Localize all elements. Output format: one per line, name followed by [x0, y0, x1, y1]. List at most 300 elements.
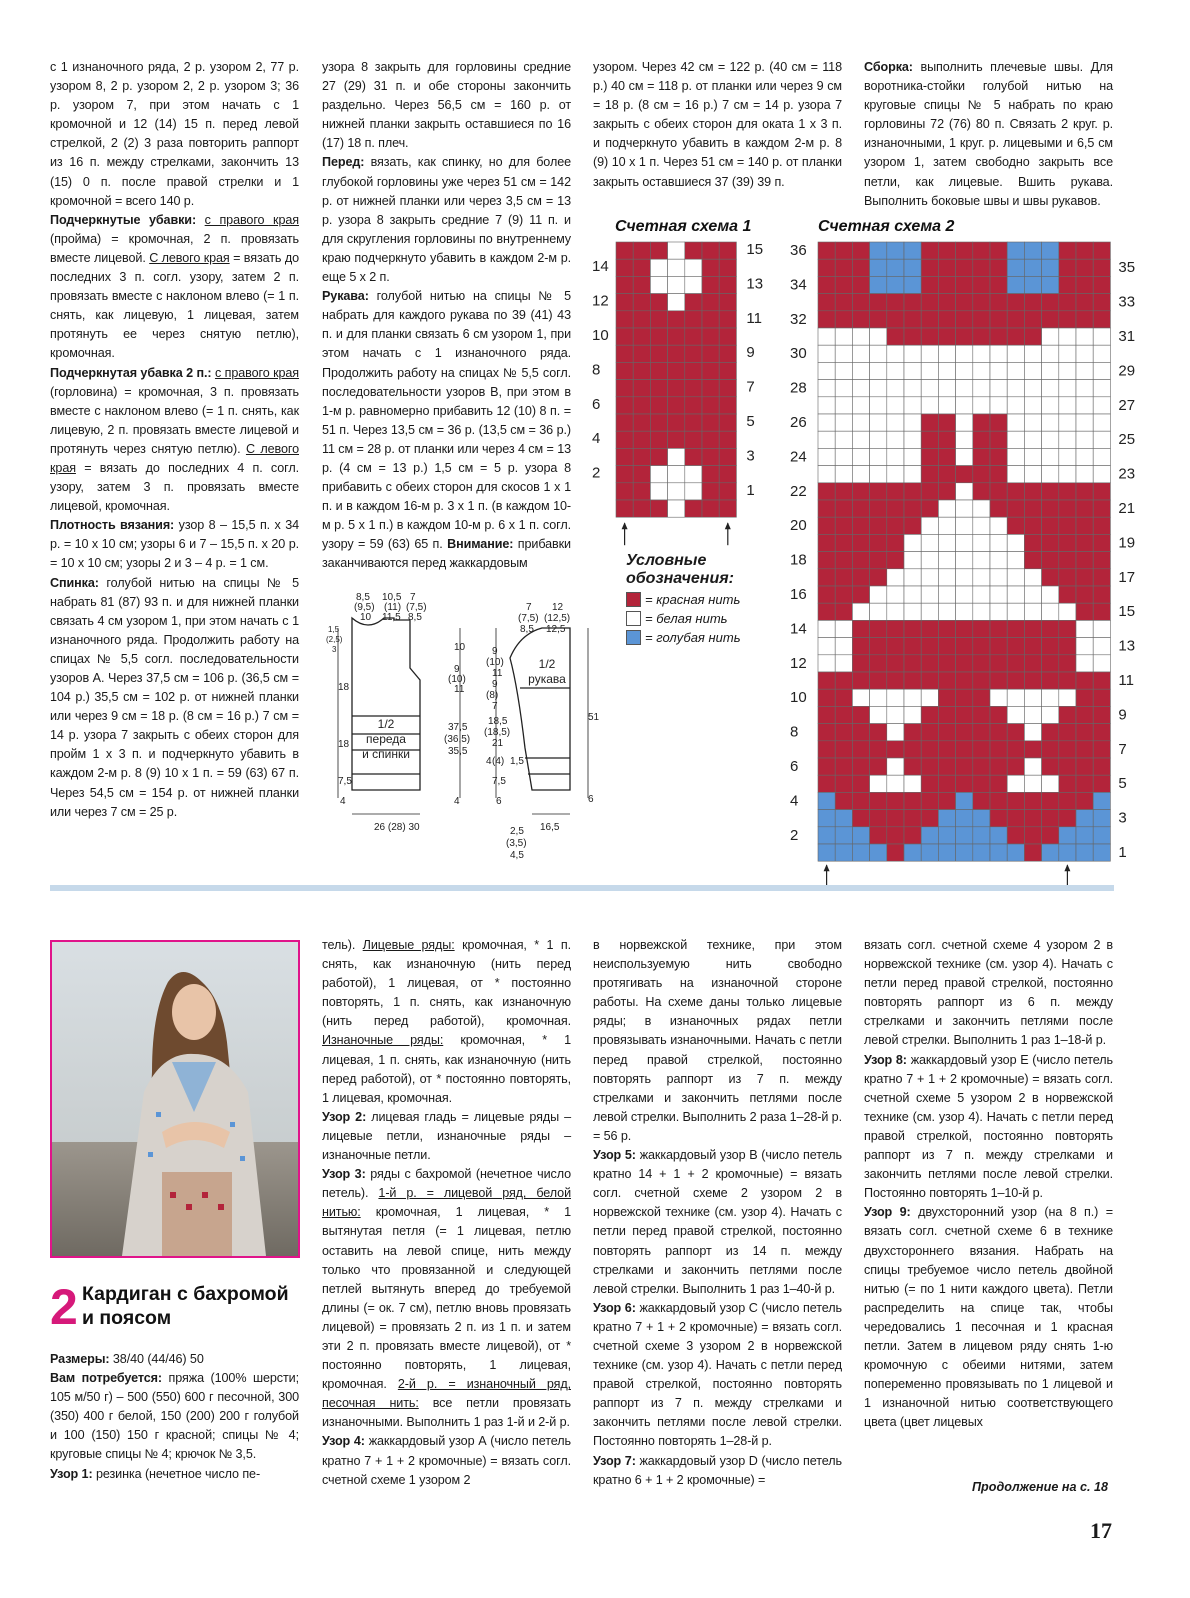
article-title: Кардиган с бахромой и поясом — [82, 1283, 289, 1329]
chart-2-cell — [904, 706, 921, 723]
chart-2-cell — [990, 328, 1007, 345]
chart-2-cell — [904, 758, 921, 775]
chart-2-cell — [1076, 345, 1093, 362]
chart-2-cell — [1042, 500, 1059, 517]
paragraph: с 1 изнаночного ряда, 2 р. узором 2, 77 р. узором 8, 2 р. узором 2, 2 р. узором 3; 36 р. узором 7, при этом начать с 1 кромочной и 12 (14) 15 п. перед левой стрелкой, 2 (2) 3 раза повторить раппорт из 16 п. между стрелками, закончить 13 (15) 0 п. после правой стрелки и 1 кромочной = всего 140 р. — [50, 60, 299, 208]
chart-1-cell — [685, 311, 702, 328]
chart-1-cell — [668, 431, 685, 448]
chart-1-cell — [685, 500, 702, 517]
chart-2-cell — [818, 638, 835, 655]
chart-2-row-label: 31 — [1118, 328, 1136, 345]
chart-2-cell — [1076, 397, 1093, 414]
chart-2-cell — [887, 259, 904, 276]
chart-1-cell — [702, 500, 719, 517]
dim: 11 — [454, 684, 465, 695]
chart-1-cell — [616, 483, 633, 500]
chart-1-cell — [668, 362, 685, 379]
chart-2-cell — [1042, 603, 1059, 620]
paragraph: Узор 1: резинка (нечетное число пе- — [50, 1466, 261, 1481]
chart-2-cell — [921, 328, 938, 345]
chart-2-cell — [870, 741, 887, 758]
paragraph: Узор 6: жаккардовый узор С (число петель кратно 7 + 1 + 2 кромочные) = вязать согл. счетной схеме 3 узором 2 в норвежской технике (см. узор 4). Начать с петли перед правой стрелкой, постоянно повторять раппорт из 7 п. между стрелками и закончить петлями после левой стрелки. Постоянно повторять 1–28-й р. — [593, 1300, 842, 1449]
chart-2-cell — [921, 362, 938, 379]
chart-2-cell — [1024, 775, 1041, 792]
chart-2-cell — [990, 844, 1007, 861]
chart-2-cell — [870, 758, 887, 775]
chart-2-title: Счетная схема 2 — [818, 218, 955, 235]
chart-2-cell — [887, 689, 904, 706]
chart-2-cell — [921, 380, 938, 397]
chart-2-cell — [835, 689, 852, 706]
chart-2-cell — [990, 414, 1007, 431]
chart-1-cell — [668, 259, 685, 276]
chart-1-cell — [668, 242, 685, 259]
chart-2-row-label: 4 — [790, 792, 799, 810]
repeat-arrow-head — [622, 522, 628, 529]
chart-1-cell — [650, 328, 667, 345]
chart-2-cell — [1059, 345, 1076, 362]
chart-2-cell — [904, 534, 921, 551]
chart-2-cell — [973, 689, 990, 706]
chart-2-cell — [1093, 792, 1110, 809]
chart-2-cell — [870, 844, 887, 861]
chart-2-cell — [1059, 431, 1076, 448]
chart-2-cell — [818, 483, 835, 500]
chart-1-cell — [719, 294, 736, 311]
chart-2-cell — [1007, 448, 1024, 465]
chart-2-cell — [1076, 758, 1093, 775]
chart-2-cell — [956, 431, 973, 448]
chart-2-cell — [1007, 620, 1024, 637]
chart-2-cell — [1076, 259, 1093, 276]
chart-2-cell — [1007, 345, 1024, 362]
chart-2-cell — [921, 242, 938, 259]
chart-2-cell — [904, 586, 921, 603]
chart-2-cell — [1042, 294, 1059, 311]
chart-1-cell — [633, 328, 650, 345]
chart-2-cell — [956, 552, 973, 569]
body-label: и спинки — [362, 747, 410, 761]
chart-2-cell — [1042, 758, 1059, 775]
dim: 9 — [492, 679, 498, 690]
chart-2-cell — [1007, 638, 1024, 655]
paragraph: узором. Через 42 см = 122 р. (40 см = 118 р.) 40 см = 118 р. от планки или через 9 см = 18 р. (8 см = 16 р.) 7 см = 14 р. узора 7 закрыть с обеих сторон для оката 1 x 3 п. и подчеркнуто убавить в каждом 2-м р. 8 (9) 10 x 1 п. Через 51 см = 140 р. от планки закрыть оставшиеся 37 (39) 39 п. — [593, 60, 842, 189]
chart-2-cell — [835, 276, 852, 293]
chart-2-cell — [938, 259, 955, 276]
chart-1-cell — [633, 483, 650, 500]
chart-2-cell — [904, 466, 921, 483]
chart-2-cell — [1024, 638, 1041, 655]
chart-2-cell — [938, 500, 955, 517]
chart-2-cell — [956, 655, 973, 672]
chart-2-cell — [1093, 569, 1110, 586]
chart-2-cell — [921, 448, 938, 465]
chart-2-cell — [904, 569, 921, 586]
chart-2-cell — [921, 775, 938, 792]
chart-2-cell — [938, 345, 955, 362]
chart-2-cell — [1007, 775, 1024, 792]
chart-1-cell — [668, 294, 685, 311]
chart-2-cell — [956, 672, 973, 689]
chart-2-cell — [1042, 345, 1059, 362]
chart-2-cell — [904, 844, 921, 861]
chart-2-cell — [1093, 380, 1110, 397]
chart-2-cell — [1059, 569, 1076, 586]
chart-1-cell — [616, 311, 633, 328]
chart-2-cell — [904, 259, 921, 276]
chart-2-cell — [1093, 827, 1110, 844]
chart-2-cell — [973, 706, 990, 723]
chart-2-cell — [1093, 534, 1110, 551]
chart-2-cell — [1007, 414, 1024, 431]
chart-2-cell — [956, 483, 973, 500]
chart-2-cell — [852, 844, 869, 861]
chart-2-cell — [1076, 586, 1093, 603]
chart-2-cell — [938, 741, 955, 758]
chart-2-cell — [1059, 844, 1076, 861]
paragraph: Узор 7: жаккардовый узор D (число петель кратно 6 + 1 + 2 кромочные) = — [593, 1453, 842, 1487]
chart-2-cell — [956, 414, 973, 431]
chart-2-cell — [938, 552, 955, 569]
chart-1-cell — [668, 414, 685, 431]
chart-2-cell — [973, 672, 990, 689]
dim: 37,5 — [448, 722, 468, 733]
chart-2-cell — [1059, 483, 1076, 500]
chart-1-row-label: 8 — [592, 361, 601, 379]
text-column-1 — [50, 58, 299, 822]
chart-2-cell — [973, 431, 990, 448]
chart-2-cell — [938, 775, 955, 792]
chart-1-cell — [633, 362, 650, 379]
chart-1-cell — [685, 380, 702, 397]
chart-2-cell — [852, 706, 869, 723]
dim: 4 — [454, 796, 460, 807]
chart-2-cell — [921, 294, 938, 311]
chart-2-cell — [956, 311, 973, 328]
chart-2-cell — [835, 638, 852, 655]
chart-2-cell — [870, 655, 887, 672]
chart-2-cell — [973, 569, 990, 586]
chart-2-cell — [852, 294, 869, 311]
chart-2-row-label: 34 — [790, 276, 807, 294]
chart-2-cell — [870, 724, 887, 741]
chart-2-cell — [1093, 638, 1110, 655]
chart-2-row-label: 24 — [790, 448, 807, 466]
chart-2-cell — [1093, 689, 1110, 706]
chart-2-cell — [1059, 706, 1076, 723]
chart-2-row-label: 26 — [790, 414, 807, 431]
chart-2-cell — [990, 534, 1007, 551]
chart-2-cell — [1059, 689, 1076, 706]
chart-2-cell — [852, 552, 869, 569]
chart-2-cell — [1059, 517, 1076, 534]
chart-1-cell — [650, 380, 667, 397]
chart-2-cell — [904, 328, 921, 345]
chart-2-cell — [1093, 586, 1110, 603]
chart-2-row-label: 29 — [1118, 362, 1136, 380]
chart-2-cell — [1076, 483, 1093, 500]
dim: (2,5) — [326, 635, 343, 644]
chart-2-cell — [1007, 294, 1024, 311]
chart-2-cell — [835, 448, 852, 465]
chart-2-cell — [1093, 466, 1110, 483]
chart-2-cell — [1059, 311, 1076, 328]
chart-1-cell — [719, 311, 736, 328]
chart-1-cell — [616, 362, 633, 379]
chart-2-cell — [1042, 328, 1059, 345]
chart-1-cell — [650, 311, 667, 328]
model-illustration — [52, 942, 298, 1256]
chart-1-cell — [650, 259, 667, 276]
chart-2-cell — [887, 672, 904, 689]
chart-2-cell — [1024, 724, 1041, 741]
chart-2-row-label: 36 — [790, 242, 807, 259]
chart-2-cell — [1059, 775, 1076, 792]
chart-2-cell — [1042, 483, 1059, 500]
chart-2-cell — [1042, 362, 1059, 379]
chart-2-cell — [818, 294, 835, 311]
chart-1-cell — [719, 380, 736, 397]
chart-2-row-label: 6 — [790, 758, 799, 775]
repeat-arrow-head — [725, 522, 731, 529]
chart-2-cell — [1059, 380, 1076, 397]
chart-2-cell — [1076, 414, 1093, 431]
chart-2-cell — [904, 362, 921, 379]
chart-2-cell — [990, 792, 1007, 809]
chart-2 — [786, 236, 1138, 886]
chart-1-cell — [650, 242, 667, 259]
chart-2-cell — [887, 345, 904, 362]
chart-1-cell — [668, 328, 685, 345]
chart-2-cell — [835, 603, 852, 620]
chart-1-cell — [702, 242, 719, 259]
chart-2-cell — [990, 672, 1007, 689]
chart-2-cell — [1024, 741, 1041, 758]
chart-2-cell — [973, 345, 990, 362]
chart-2-cell — [1042, 672, 1059, 689]
chart-2-cell — [938, 586, 955, 603]
chart-2-cell — [956, 380, 973, 397]
chart-2-cell — [956, 517, 973, 534]
chart-1-cell — [650, 500, 667, 517]
chart-1-row-label: 13 — [746, 275, 764, 293]
chart-2-cell — [921, 483, 938, 500]
chart-2-cell — [990, 345, 1007, 362]
chart-2-cell — [818, 552, 835, 569]
chart-2-cell — [852, 620, 869, 637]
chart-2-cell — [870, 586, 887, 603]
chart-2-cell — [1076, 724, 1093, 741]
chart-2-cell — [956, 638, 973, 655]
chart-2-cell — [973, 827, 990, 844]
chart-2-cell — [835, 362, 852, 379]
chart-2-cell — [852, 500, 869, 517]
chart-1-cell — [616, 259, 633, 276]
chart-2-cell — [1024, 517, 1041, 534]
chart-2-row-label: 18 — [790, 551, 807, 569]
chart-1-row-label: 3 — [746, 447, 755, 465]
chart-2-cell — [1076, 775, 1093, 792]
paragraph: Плотность вязания: узор 8 – 15,5 п. x 34 р. = 10 x 10 см; узоры 6 и 7 – 15,5 п. x 20 р. = 10 x 10 см; узоры 2 и 3 – 4 р. = 1 см. — [50, 518, 300, 571]
chart-2-cell — [835, 758, 852, 775]
chart-2-cell — [938, 448, 955, 465]
chart-2-cell — [990, 586, 1007, 603]
chart-2-cell — [835, 483, 852, 500]
chart-2-cell — [904, 672, 921, 689]
chart-1-cell — [719, 328, 736, 345]
chart-2-cell — [1076, 500, 1093, 517]
chart-2-cell — [904, 741, 921, 758]
chart-2-cell — [973, 517, 990, 534]
chart-1-row-label: 15 — [746, 241, 764, 258]
chart-2-cell — [1042, 517, 1059, 534]
chart-1-cell — [685, 397, 702, 414]
chart-2-cell — [1024, 242, 1041, 259]
chart-1-cell — [719, 448, 736, 465]
paragraph: Узор 9: двухсторонний узор (на 8 п.) = вязать согл. счетной схеме 6 в технике двухстороннего вязания. Набрать на спицы требуемое число петель двойной нитью (= по 1 нити каждого цвета). Петли распределить на спице так, чтобы чередовались 1 песочная и 1 красная петли. Затем в лицевом ряду снять 1-ю кромочную с обеими нитями, затем попеременно провязывать по 1 лицевой и 1 изнаночной нитью соответствующего цвета (цвет лицевых — [864, 1205, 1113, 1430]
dim: 10 — [454, 642, 466, 653]
chart-2-cell — [870, 448, 887, 465]
chart-2-cell — [956, 724, 973, 741]
chart-2-cell — [818, 672, 835, 689]
chart-2-cell — [835, 844, 852, 861]
paragraph: Спинка: голубой нитью на спицы № 5 набрать 81 (87) 93 п. и для нижней планки связать 4 см узором 1, при этом начать с 1 изнаночного ряда. Продолжить работу на спицах № 5,5 согл. последовательности узоров А. Через 37,5 см = 106 р. (36,5 см = 104 р.) 35,5 см = 102 р. от нижней планки или через 9 см = 18 р. (8 см = 16 р.) 7 см = 14 р. узора 7 закрыть с обеих сторон для пройм 1 x 3 п. и подчеркнуто убавить в каждом 2-м р. 8 (9) 10 x 1 п. = 59 (63) 67 п. Через 54,5 см = 154 р. от нижней планки или через 7 см = 25 р. — [50, 575, 299, 819]
chart-2-cell — [904, 294, 921, 311]
chart-2-cell — [870, 397, 887, 414]
chart-2-cell — [835, 792, 852, 809]
chart-2-cell — [887, 328, 904, 345]
paragraph: Подчеркнутые убавки: с правого края (пройма) = кромочная, 2 п. провязать вместе лицевой. С левого края = вязать до последних 3 п. согл. узору, затем 2 п. провязать вместе с наклоном влево (= 1 п. снять, как лицевую, 1 лицевая, затем протянуть ее через снятую петлю), кромочная. — [50, 212, 299, 361]
dim: 11,5 — [382, 612, 401, 623]
body-label: 1/2 — [377, 717, 395, 731]
chart-2-cell — [1076, 792, 1093, 809]
chart-2-cell — [973, 242, 990, 259]
chart-2-cell — [1007, 483, 1024, 500]
chart-2-cell — [1093, 706, 1110, 723]
chart-2-cell — [1024, 294, 1041, 311]
chart-2-cell — [1042, 431, 1059, 448]
chart-2-row-label: 22 — [790, 482, 807, 500]
chart-2-cell — [1024, 311, 1041, 328]
chart-2-row-label: 7 — [1118, 740, 1127, 758]
chart-1-cell — [719, 466, 736, 483]
text-column-2 — [322, 58, 571, 574]
chart-2-cell — [818, 603, 835, 620]
chart-2-cell — [1024, 362, 1041, 379]
chart-2-cell — [956, 689, 973, 706]
chart-2-cell — [835, 810, 852, 827]
chart-2-cell — [870, 276, 887, 293]
chart-2-cell — [818, 380, 835, 397]
chart-2-cell — [938, 431, 955, 448]
chart-2-cell — [1007, 586, 1024, 603]
chart-2-cell — [887, 844, 904, 861]
chart-1-cell — [633, 414, 650, 431]
chart-2-cell — [835, 706, 852, 723]
chart-2-cell — [1042, 775, 1059, 792]
dim: (10) — [486, 657, 504, 668]
chart-2-cell — [921, 827, 938, 844]
chart-2-cell — [1059, 603, 1076, 620]
chart-2-cell — [956, 620, 973, 637]
chart-2-cell — [990, 242, 1007, 259]
chart-2-cell — [990, 827, 1007, 844]
chart-2-cell — [1007, 827, 1024, 844]
chart-2-cell — [1042, 448, 1059, 465]
chart-2-cell — [870, 672, 887, 689]
chart-2-row-label: 23 — [1118, 465, 1136, 483]
chart-2-cell — [990, 569, 1007, 586]
chart-2-cell — [887, 758, 904, 775]
chart-2-cell — [887, 500, 904, 517]
chart-2-cell — [835, 741, 852, 758]
white-swatch — [626, 611, 641, 626]
chart-2-cell — [887, 431, 904, 448]
dim: 11 — [492, 668, 503, 679]
chart-2-cell — [904, 242, 921, 259]
chart-2-cell — [818, 500, 835, 517]
chart-2-cell — [1042, 259, 1059, 276]
chart-1-cell — [650, 345, 667, 362]
text-column-4 — [864, 58, 1113, 211]
chart-2-cell — [904, 517, 921, 534]
chart-2-cell — [1093, 655, 1110, 672]
chart-2-cell — [1007, 242, 1024, 259]
chart-2-cell — [887, 294, 904, 311]
paragraph: Подчеркнутая убавка 2 п.: с правого края (горловина) = кромочная, 3 п. провязать вместе с наклоном влево (= 1 п. снять, как лицевую, 2 п. провязать вместе лицевой и протянуть через снятую петлю). С левого края = вязать до последних 4 п. согл. узору, затем 3 п. провязать вместе лицевой, кромочная. — [50, 365, 300, 514]
chart-2-cell — [973, 758, 990, 775]
chart-1-cell — [685, 276, 702, 293]
chart-2-cell — [835, 672, 852, 689]
chart-1-cell — [616, 397, 633, 414]
chart-2-cell — [921, 500, 938, 517]
chart-2-row-label: 16 — [790, 586, 807, 603]
chart-2-cell — [973, 620, 990, 637]
chart-1-title: Счетная схема 1 — [615, 218, 752, 235]
chart-2-cell — [870, 380, 887, 397]
chart-2-cell — [973, 810, 990, 827]
chart-2-cell — [990, 276, 1007, 293]
chart-2-cell — [956, 328, 973, 345]
article-number: 2 — [50, 1279, 78, 1335]
chart-2-cell — [870, 603, 887, 620]
chart-2-cell — [1007, 311, 1024, 328]
chart-2-cell — [1042, 276, 1059, 293]
dim: 51 — [588, 712, 600, 723]
chart-2-cell — [818, 242, 835, 259]
chart-1-cell — [719, 397, 736, 414]
chart-2-cell — [921, 844, 938, 861]
dim: 18 — [338, 739, 350, 750]
chart-2-cell — [1059, 552, 1076, 569]
chart-2-cell — [887, 397, 904, 414]
chart-2-cell — [870, 431, 887, 448]
chart-2-cell — [835, 500, 852, 517]
chart-2-cell — [1093, 775, 1110, 792]
chart-2-cell — [1093, 500, 1110, 517]
chart-2-cell — [1024, 397, 1041, 414]
section-divider — [50, 885, 1114, 891]
sleeve-label: 1/2 — [538, 657, 556, 671]
chart-2-cell — [956, 810, 973, 827]
chart-2-cell — [938, 294, 955, 311]
chart-1-row-label: 12 — [592, 292, 609, 310]
chart-2-row-label: 17 — [1118, 568, 1136, 586]
chart-1-cell — [668, 345, 685, 362]
chart-2-cell — [852, 792, 869, 809]
chart-2-row-label: 3 — [1118, 809, 1127, 827]
chart-2-cell — [1093, 741, 1110, 758]
